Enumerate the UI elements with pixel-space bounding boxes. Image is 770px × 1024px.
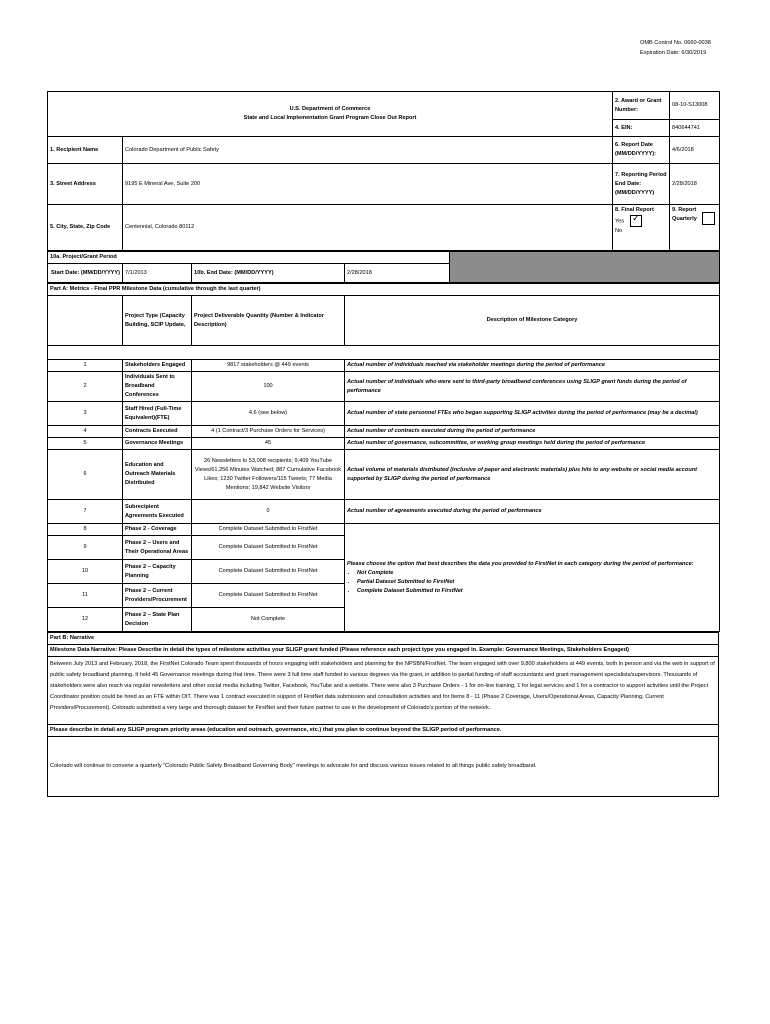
phase2-desc: Please choose the option that best describes the data you provided to FirstNet in each category during the period of performance: — [347, 560, 694, 567]
row-type: Phase 2 - Coverage — [123, 524, 192, 536]
narrative-question-1: Milestone Data Narrative: Please Describe in detail the types of milestone activities your SLIGP grant funded (Please reference each project type you engaged in. Example: Governance Meetings, Stakeholders Engaged) — [48, 645, 719, 657]
final-report-cell — [613, 205, 670, 251]
row-type: Governance Meetings — [123, 438, 192, 450]
report-title — [48, 92, 613, 137]
row-desc: Actual number of state personnel FTEs who began supporting SLIGP activities during the period of performance (may be a decimal) — [345, 402, 720, 426]
ein-value: 840644741 — [670, 120, 720, 137]
row-qty: 45 — [192, 438, 345, 450]
row-qty: 0 — [192, 500, 345, 524]
row-desc: Actual number of governance, subcommittee, or working group meetings held during the period of performance — [345, 438, 720, 450]
col-num-header — [48, 296, 123, 346]
row-qty: 26 Newsletters to 53,008 recipients; 9,409 YouTube Views/61,256 Minutes Watched; 887 Cumulative Facebook Likes; 1230 Twitter Followers/115 Tweets; 77 Media Mentions; 19,842 Website Visitors — [192, 450, 345, 500]
period-end-label: 7. Reporting Period End Date: (MM/DD/YYYY) — [613, 164, 670, 205]
table-row — [48, 524, 720, 536]
omb-control: OMB Control No. 0660-0038 — [640, 40, 711, 46]
row-desc: Actual number of individuals reached via stakeholder meetings during the period of performance — [345, 360, 720, 372]
period-table — [47, 251, 720, 283]
row-desc: Actual volume of materials distributed (inclusive of paper and electronic materials) plus hits to any website or social media account supported by SLIGP during the period of performance — [345, 450, 720, 500]
row-type: Individuals Sent to Broadband Conferences — [123, 372, 192, 402]
recipient-name-value: Colorado Department of Public Safety — [123, 137, 613, 164]
report-date-label: 6. Report Date (MM/DD/YYYY): — [613, 137, 670, 164]
quarterly-checkbox[interactable] — [702, 212, 715, 225]
yes-label: Yes — [615, 218, 625, 225]
list-item: • Not Complete — [357, 569, 717, 578]
list-item: • Partial Dataset Submitted to FirstNet — [357, 578, 717, 587]
close-out-report — [47, 91, 719, 797]
row-type: Subrecipient Agreements Executed — [123, 500, 192, 524]
row-type: Phase 2 – State Plan Decision — [123, 608, 192, 632]
part-b-table — [47, 632, 719, 797]
col-desc-header: Description of Milestone Category — [345, 296, 720, 346]
phase2-options — [347, 569, 717, 596]
no-label: No — [615, 228, 623, 234]
table-row — [48, 360, 720, 372]
row-type: Phase 2 – Users and Their Operational Areas — [123, 536, 192, 560]
dept-name: U.S. Department of Commerce — [289, 106, 371, 112]
row-qty: Complete Dataset Submitted to FirstNet — [192, 536, 345, 560]
row-num: 12 — [48, 608, 123, 632]
row-qty: 4 (1 Contract/3 Purchase Orders for Services) — [192, 426, 345, 438]
row-num: 3 — [48, 402, 123, 426]
award-label: 2. Award or Grant Number: — [613, 92, 670, 120]
street-label: 3. Street Address — [48, 164, 123, 205]
row-desc: Actual number of contracts executed during the period of performance — [345, 426, 720, 438]
final-report-label: 8. Final Report — [615, 207, 654, 213]
row-qty: 4.6 (see below) — [192, 402, 345, 426]
row-num: 1 — [48, 360, 123, 372]
report-freq-cell — [670, 205, 720, 251]
row-qty: Complete Dataset Submitted to FirstNet — [192, 560, 345, 584]
row-qty: 9817 stakeholders @ 449 events — [192, 360, 345, 372]
row-num: 7 — [48, 500, 123, 524]
table-row — [48, 438, 720, 450]
omb-info — [640, 38, 711, 58]
start-date-label: Start Date: (MM/DD/YYYY) — [48, 264, 123, 283]
list-item: • Complete Dataset Submitted to FirstNet — [357, 587, 717, 596]
header-table — [47, 91, 720, 251]
period-heading: 10a. Project/Grant Period — [48, 252, 450, 264]
spacer-row — [48, 346, 720, 360]
end-date-value: 2/28/2018 — [345, 264, 450, 283]
recipient-name-label: 1. Recipient Name — [48, 137, 123, 164]
table-row — [48, 402, 720, 426]
report-date-value: 4/6/2018 — [670, 137, 720, 164]
table-row — [48, 450, 720, 500]
city-label: 5. City, State, Zip Code — [48, 205, 123, 251]
col-qty-header: Project Deliverable Quantity (Number & Indicator Description) — [192, 296, 345, 346]
table-row — [48, 426, 720, 438]
phase2-desc-cell — [345, 524, 720, 632]
report-freq-label: 9. Report Quarterly — [672, 207, 697, 222]
row-desc: Actual number of agreements executed during the period of performance — [345, 500, 720, 524]
row-num: 11 — [48, 584, 123, 608]
row-type: Education and Outreach Materials Distributed — [123, 450, 192, 500]
yes-checkbox[interactable] — [630, 215, 642, 227]
award-value: 08-10-S13008 — [670, 92, 720, 120]
end-date-label: 10b. End Date: (MM/DD/YYYY) — [192, 264, 345, 283]
period-end-value: 2/28/2018 — [670, 164, 720, 205]
city-value: Centennial, Colorado 80112 — [123, 205, 613, 251]
street-value: 9195 E Mineral Ave, Suite 200 — [123, 164, 613, 205]
row-type: Stakeholders Engaged — [123, 360, 192, 372]
final-yes-row — [615, 215, 667, 227]
row-num: 5 — [48, 438, 123, 450]
row-type: Staff Hired (Full-Time Equivalent)(FTE) — [123, 402, 192, 426]
part-a-table — [47, 283, 720, 632]
start-date-value: 7/1/2013 — [123, 264, 192, 283]
table-row — [48, 372, 720, 402]
table-row — [48, 500, 720, 524]
report-subtitle: State and Local Implementation Grant Program Close Out Report — [243, 115, 417, 121]
row-qty: Complete Dataset Submitted to FirstNet — [192, 524, 345, 536]
narrative-answer-2: Colorado will continue to convene a quarterly "Colorado Public Safety Broadband Governing Body" meetings to advocate for and discuss various issues related to all things public safety broadband. — [48, 737, 719, 797]
narrative-answer-1: Between July 2013 and February, 2018, the FirstNet Colorado Team spent thousands of hours engaging with stakeholders and planning for the NPSBN/FirstNet. The team engaged with over 9,800 stakeholders at 449 events, both in person and via the web in support of public safety broadband planning. It held 45 Governance meetings during that time. There were 3 full time staff funded to various degrees via the grant, in addition to partial funding of staff accountants and grant management specialists/supervisors. Thousands of stakeholders were also reach via regular newsletters and other social media including Twitter, Facebook, YouTube and a website. There were also 3 Purchase Orders - 1 for on-line training, 1 for legal services and 1 for a contractor to support activities until the Project Coordinator position could be hired as an FTE within OIT. There was 1 contract executed in support of FirstNet data submission and consultation activities and for Items 8 - 11 (Phase 2 Coverage, Users/Operational Areas, Capacity Planning, Current Providers/Procurement). Colorado submitted a very large and thorough dataset for FirstNet and their future partner to use in the development of Colorado's portion of the network. — [48, 657, 719, 725]
row-num: 2 — [48, 372, 123, 402]
row-desc: Actual number of individuals who were sent to third-party broadband conferences using SLIGP grant funds during the period of performance — [345, 372, 720, 402]
row-num: 4 — [48, 426, 123, 438]
omb-expiration: Expiration Date: 6/30/2019 — [640, 50, 707, 56]
row-num: 8 — [48, 524, 123, 536]
col-type-header: Project Type (Capacity Building, SCIP Update, — [123, 296, 192, 346]
part-a-heading: Part A: Metrics - Final PPR Milestone Data (cumulative through the last quarter) — [48, 284, 720, 296]
row-qty: 100 — [192, 372, 345, 402]
row-num: 10 — [48, 560, 123, 584]
row-type: Phase 2 – Current Providers/Procurement — [123, 584, 192, 608]
row-num: 9 — [48, 536, 123, 560]
part-b-heading: Part B: Narrative — [48, 633, 719, 645]
row-type: Phase 2 – Capacity Planning — [123, 560, 192, 584]
row-qty: Complete Dataset Submitted to FirstNet — [192, 584, 345, 608]
period-gray-block — [450, 252, 720, 283]
row-num: 6 — [48, 450, 123, 500]
check-mark-icon: ✓ — [632, 213, 640, 223]
row-type: Contracts Executed — [123, 426, 192, 438]
row-qty: Not Complete — [192, 608, 345, 632]
narrative-question-2: Please describe in detail any SLIGP program priority areas (education and outreach, governance, etc.) that you plan to continue beyond the SLIGP period of performance. — [48, 725, 719, 737]
ein-label: 4. EIN: — [613, 120, 670, 137]
